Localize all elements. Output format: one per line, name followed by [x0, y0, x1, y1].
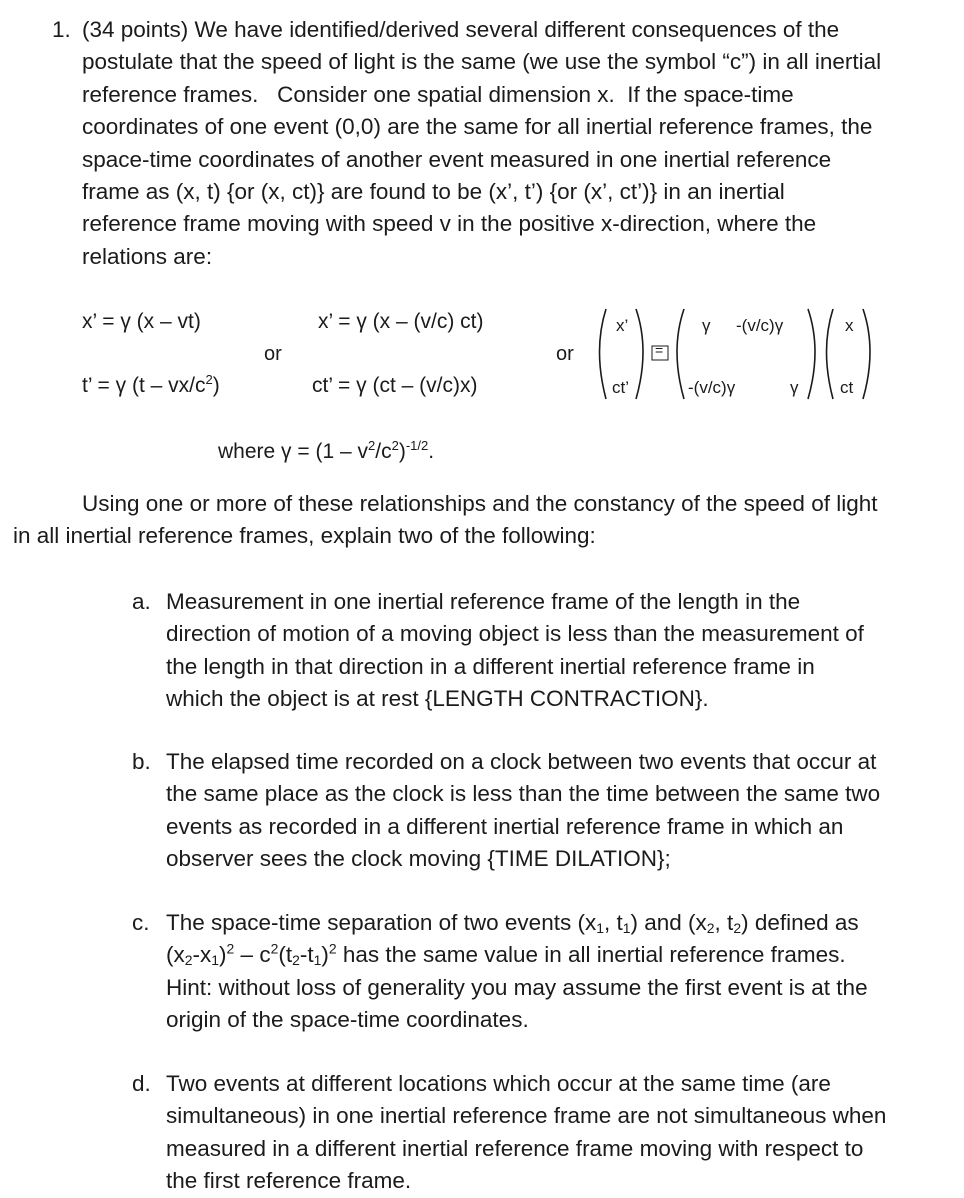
item-line: The space-time separation of two events ($x_1$, $t_1$) and ($x_2$, $t_2$) defined as	[166, 910, 859, 936]
problem-line: space-time coordinates of another event measured in one inertial reference	[82, 146, 832, 172]
equation-t-prime: t’ = γ $(t - vx/c^2)$	[82, 371, 220, 397]
matrix-m12: -(v/c)γ	[736, 316, 784, 335]
right-paren	[863, 309, 870, 399]
instruction-line: in all inertial reference frames, explain two of the following:	[13, 523, 596, 548]
problem-line: (34 points) We have identified/derived several different consequences of the	[82, 17, 840, 42]
item-line: measured in a different inertial reference frame moving with respect to	[166, 1135, 864, 1161]
item-line: the first reference frame.	[166, 1168, 412, 1194]
right-paren	[808, 309, 815, 399]
matrix-m11: γ	[702, 316, 711, 335]
item-line: Hint: without loss of generality you may assume the first event is at the	[166, 974, 868, 1000]
item-line: Measurement in one inertial reference frame of the length in the	[166, 589, 801, 614]
equation-x-prime: x’ = γ (x – vt)	[82, 310, 201, 333]
or-label: or	[556, 343, 574, 365]
vector-lhs-ct: ct’	[612, 378, 629, 397]
right-paren	[636, 309, 643, 399]
vector-lhs-x: x’	[616, 316, 629, 335]
item-d-letter: d.	[132, 1071, 151, 1096]
item-line: origin of the space-time coordinates.	[166, 1007, 529, 1033]
item-c-letter: c.	[132, 910, 150, 935]
equation-x-prime-ct: x’ = γ (x – (v/c) ct)	[318, 310, 484, 333]
equation-ct-prime: ct’ = γ (ct – (v/c)x)	[312, 374, 478, 397]
vector-rhs-ct: ct	[840, 378, 854, 397]
problem-number: 1.	[52, 17, 71, 42]
matrix-m21: -(v/c)γ	[688, 378, 736, 397]
item-a	[166, 586, 956, 716]
problem-line: coordinates of one event (0,0) are the same for all inertial reference frames, the	[82, 114, 873, 140]
problem-line: relations are:	[82, 243, 213, 269]
item-line: Two events at different locations which occur at the same time (are	[166, 1071, 831, 1096]
gamma-definition: where $\gamma = (1 - v^2/c^2)^{-1/2}$.	[218, 437, 435, 463]
item-a-letter: a.	[132, 589, 151, 614]
problem-line: reference frame moving with speed v in the positive x-direction, where the	[82, 211, 817, 237]
item-line: simultaneous) in one inertial reference frame are not simultaneous when	[166, 1103, 887, 1129]
matrix-m22: γ	[790, 378, 799, 397]
item-b-letter: b.	[132, 749, 151, 774]
problem-statement	[82, 14, 962, 273]
equals-sign: =	[655, 342, 664, 358]
left-paren	[827, 309, 834, 399]
item-b	[166, 746, 956, 876]
problem-line: reference frames. Consider one spatial dimension x. If the space-time	[82, 81, 794, 107]
left-paren	[600, 309, 607, 399]
left-paren	[677, 309, 684, 399]
or-label: or	[264, 343, 282, 365]
item-line: $(x_2-x_1)^2 - c^2(t_2-t_1)^2$ has the same value in all inertial reference frames.	[166, 940, 846, 969]
item-line: the same place as the clock is less than the time between the same two	[166, 781, 881, 807]
instruction-line: Using one or more of these relationships and the constancy of the speed of light	[82, 491, 878, 516]
item-c	[166, 907, 956, 1037]
item-line: observer sees the clock moving {TIME DILATION};	[166, 846, 671, 872]
item-line: which the object is at rest {LENGTH CONTRACTION}.	[166, 686, 709, 712]
vector-rhs-x: x	[845, 316, 854, 335]
problem-line: frame as (x, t) {or (x, ct)} are found to be (x’, t’) {or (x’, ct’)} in an inertial	[82, 179, 785, 205]
item-line: direction of motion of a moving object is less than the measurement of	[166, 621, 864, 647]
item-line: events as recorded in a different inertial reference frame in which an	[166, 813, 844, 839]
item-line: the length in that direction in a different inertial reference frame in	[166, 653, 815, 679]
item-d	[166, 1068, 956, 1198]
item-line: The elapsed time recorded on a clock between two events that occur at	[166, 749, 877, 774]
problem-line: postulate that the speed of light is the same (we use the symbol “c”) in all inertial	[82, 49, 882, 75]
